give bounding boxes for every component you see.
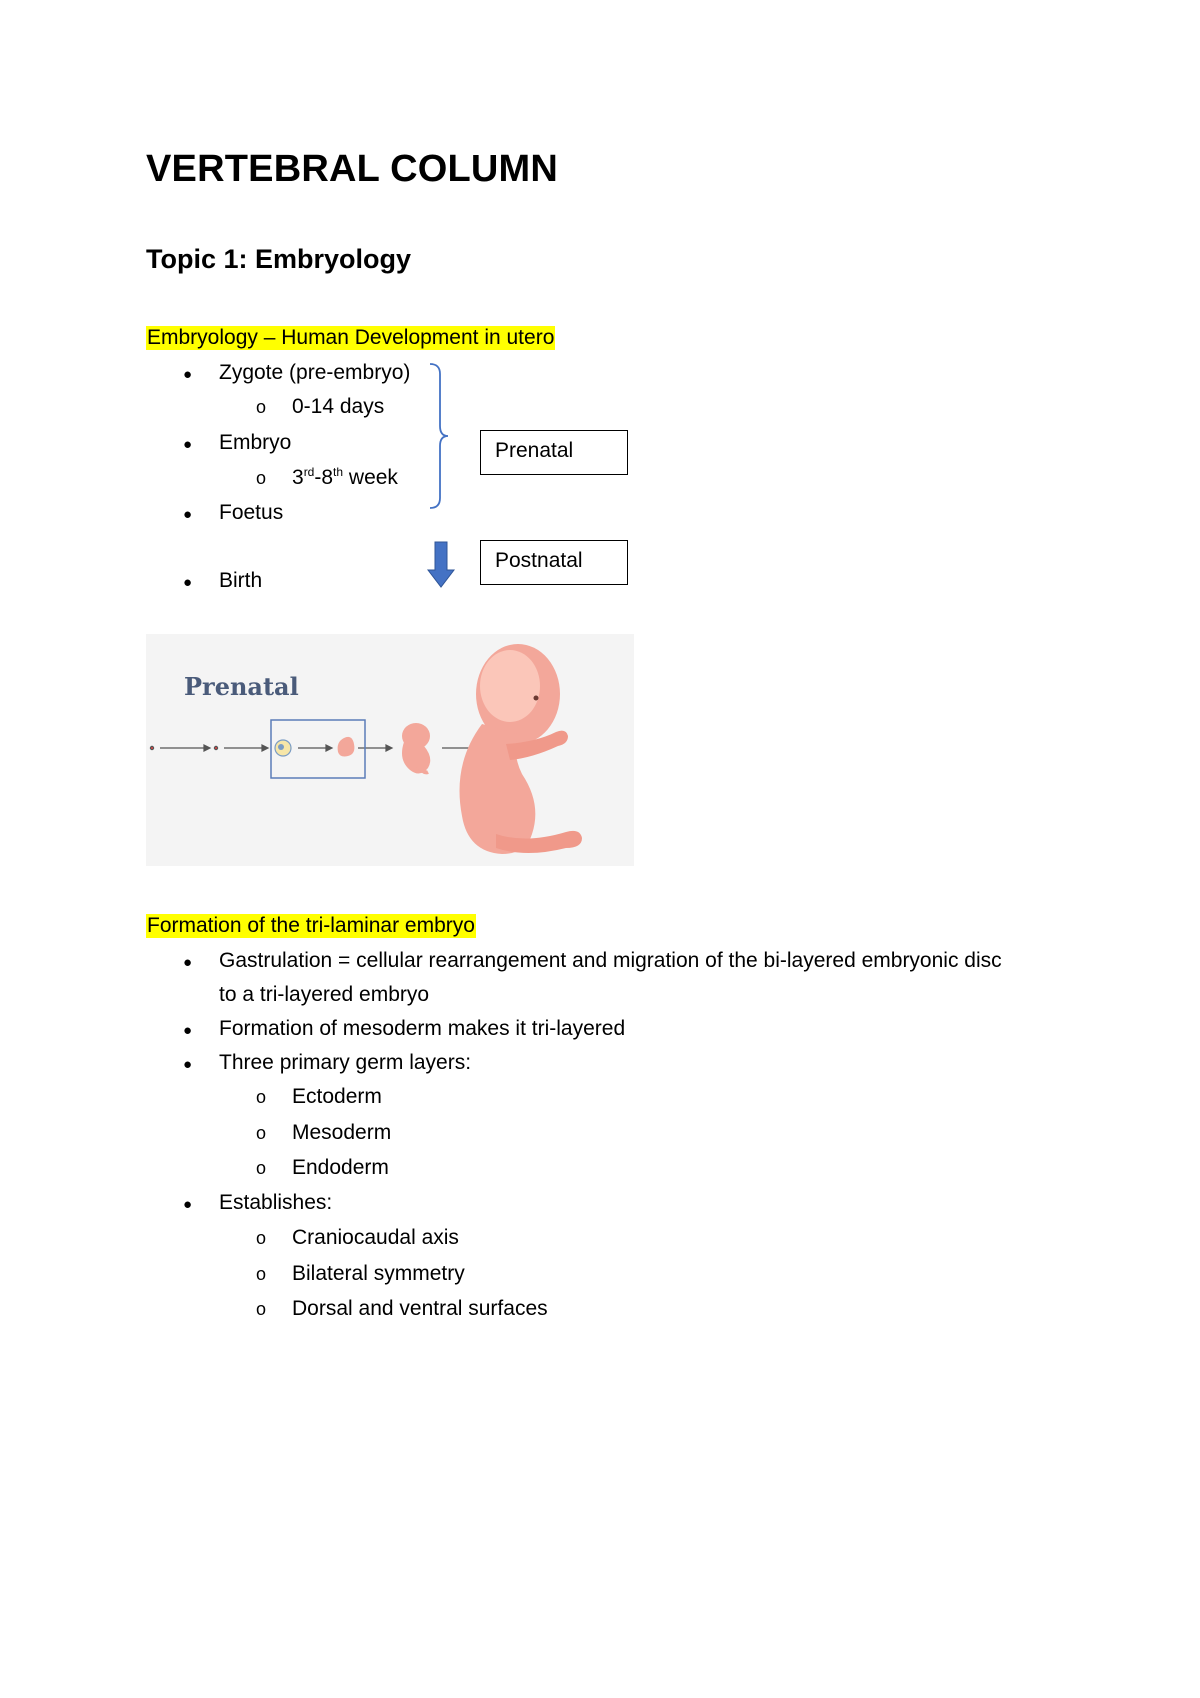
list-subitem-surfaces: Dorsal and ventral surfaces — [292, 1297, 548, 1320]
bullet-foetus: ● — [183, 506, 193, 523]
down-arrow-icon — [426, 540, 456, 590]
page-title: VERTEBRAL COLUMN — [146, 148, 559, 190]
prenatal-development-figure — [146, 634, 634, 866]
list-item-establishes: Establishes: — [219, 1191, 333, 1214]
bullet-germ-layers: ● — [183, 1056, 193, 1073]
bullet-zygote: ● — [183, 366, 193, 383]
list-subitem-ectoderm: Ectoderm — [292, 1085, 382, 1108]
circle-bullet: o — [256, 1264, 267, 1284]
bullet-gastrulation: ● — [183, 954, 193, 971]
bullet-embryo: ● — [183, 436, 193, 453]
list-subitem-endoderm: Endoderm — [292, 1156, 389, 1179]
circle-bullet: o — [256, 1158, 267, 1178]
bullet-establishes: ● — [183, 1196, 193, 1213]
circle-bullet: o — [256, 1087, 267, 1107]
list-item-gastrulation-cont: to a tri-layered embryo — [219, 983, 430, 1006]
bullet-mesoderm: ● — [183, 1022, 193, 1039]
prenatal-box: Prenatal — [480, 430, 628, 475]
list-subitem-mesoderm: Mesoderm — [292, 1121, 392, 1144]
topic-heading: Topic 1: Embryology — [146, 244, 412, 274]
list-subitem-weeks: 3rd-8th week — [292, 465, 398, 489]
list-item-foetus: Foetus — [219, 501, 284, 524]
list-subitem-craniocaudal: Craniocaudal axis — [292, 1226, 459, 1249]
list-item-embryo: Embryo — [219, 431, 292, 454]
postnatal-box: Postnatal — [480, 540, 628, 585]
list-subitem-bilateral: Bilateral symmetry — [292, 1262, 465, 1285]
circle-bullet: o — [256, 468, 267, 488]
bullet-birth: ● — [183, 574, 193, 591]
circle-bullet: o — [256, 1123, 267, 1143]
list-item-gastrulation: Gastrulation = cellular rearrangement and migration of the bi-layered embryonic disc — [219, 949, 1002, 972]
figure-label: Prenatal — [184, 672, 299, 701]
section1-heading: Embryology – Human Development in utero — [147, 326, 555, 349]
embryo-icon — [402, 723, 430, 774]
development-stages-illustration — [146, 634, 634, 866]
list-subitem-days: 0-14 days — [292, 395, 385, 418]
circle-bullet: o — [256, 1228, 267, 1248]
circle-bullet: o — [256, 397, 267, 417]
list-item-zygote: Zygote (pre-embryo) — [219, 361, 411, 384]
list-item-germ-layers: Three primary germ layers: — [219, 1051, 472, 1074]
bracket-icon — [428, 362, 456, 512]
list-item-mesoderm: Formation of mesoderm makes it tri-layered — [219, 1017, 626, 1040]
section2-heading: Formation of the tri-laminar embryo — [147, 914, 475, 937]
fetus-icon — [460, 644, 583, 854]
circle-bullet: o — [256, 1299, 267, 1319]
list-item-birth: Birth — [219, 569, 263, 592]
